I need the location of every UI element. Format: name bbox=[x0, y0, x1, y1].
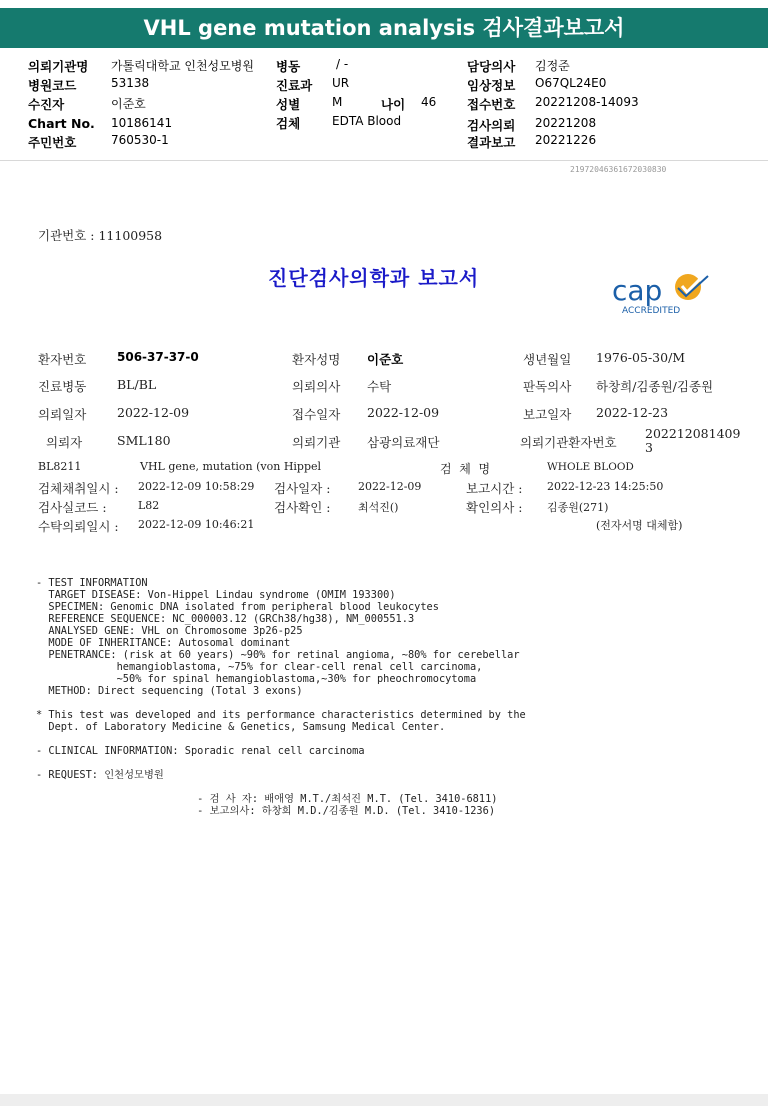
requester-label: 의뢰자 bbox=[46, 435, 83, 450]
ward-value-2: BL/BL bbox=[117, 377, 157, 392]
reader-value: 하창희/김종원/김종원 bbox=[596, 379, 714, 394]
test-specimen-value: WHOLE BLOOD bbox=[547, 461, 634, 473]
resident-no-label: 주민번호 bbox=[28, 135, 77, 150]
inst-patient-no-value-2: 3 bbox=[645, 440, 653, 455]
report-time-value: 2022-12-23 14:25:50 bbox=[547, 480, 664, 493]
cap-logo-text: cap bbox=[612, 274, 663, 307]
doctor-label: 담당의사 bbox=[467, 59, 516, 74]
clinical-info-value: O67QL24E0 bbox=[535, 76, 607, 90]
chart-no-value: 10186141 bbox=[111, 116, 173, 130]
exam-date-value: 2022-12-09 bbox=[358, 480, 422, 493]
requester-value: SML180 bbox=[117, 433, 171, 448]
reader-label: 판독의사 bbox=[523, 379, 572, 394]
report-date-label: 보고일자 bbox=[523, 407, 572, 422]
esign-note: (전자서명 대체함) bbox=[596, 519, 683, 532]
body-line: - 보고의사: 하창희 M.D./김종원 M.D. (Tel. 3410-1236) bbox=[36, 805, 496, 817]
header-divider bbox=[0, 160, 768, 161]
test-code: BL8211 bbox=[38, 460, 82, 473]
body-line: - CLINICAL INFORMATION: Sporadic renal cell carcinoma bbox=[36, 745, 365, 757]
exam-confirm-label: 검사확인 : bbox=[274, 500, 331, 515]
department-value: UR bbox=[332, 76, 350, 90]
hospital-code-label: 병원코드 bbox=[28, 78, 77, 93]
receipt-no-value: 20221208-14093 bbox=[535, 95, 639, 109]
examinee-value: 이준호 bbox=[111, 97, 146, 111]
body-line: ~50% for spinal hemangioblastoma,~30% for pheochromocytoma bbox=[36, 673, 477, 685]
body-line: TARGET DISEASE: Von-Hippel Lindau syndrome (OMIM 193300) bbox=[36, 589, 396, 601]
body-line: - TEST INFORMATION bbox=[36, 577, 148, 589]
confirm-label: 확인의사 : bbox=[466, 500, 523, 515]
patient-no-label: 환자번호 bbox=[38, 352, 87, 367]
institution-number: 기관번호 : 11100958 bbox=[38, 228, 163, 243]
doctor-value: 김정준 bbox=[535, 59, 570, 73]
body-line: REFERENCE SEQUENCE: NC_000003.12 (GRCh38/hg38), NM_000551.3 bbox=[36, 613, 415, 625]
body-line: * This test was developed and its performance characteristics determined by the bbox=[36, 709, 526, 721]
sex-value: M bbox=[332, 95, 343, 109]
body-line: PENETRANCE: (risk at 60 years) ~90% for retinal angioma, ~80% for cerebellar bbox=[36, 649, 520, 661]
result-date-value: 20221226 bbox=[535, 133, 597, 147]
consign-label: 수탁의뢰일시 : bbox=[38, 519, 119, 534]
body-line: SPECIMEN: Genomic DNA isolated from peripheral blood leukocytes bbox=[36, 601, 439, 613]
requester-doc-label: 의뢰의사 bbox=[292, 379, 341, 394]
confirm-value: 김종원(271) bbox=[547, 501, 609, 514]
requester-inst-value: 삼광의료재단 bbox=[367, 435, 440, 450]
test-name: VHL gene, mutation (von Hippel bbox=[140, 460, 322, 473]
report-title-bar: VHL gene mutation analysis 검사결과보고서 bbox=[0, 8, 768, 48]
cap-sub-text: ACCREDITED bbox=[622, 306, 681, 316]
body-line: - REQUEST: 인천성모병원 bbox=[36, 769, 164, 781]
chart-no-label: Chart No. bbox=[28, 116, 95, 131]
examinee-label: 수진자 bbox=[28, 97, 65, 112]
department-label: 진료과 bbox=[276, 78, 313, 93]
collect-label: 검체채취일시 : bbox=[38, 481, 119, 496]
institution-value: 가톨릭대학교 인천성모병원 bbox=[111, 59, 254, 73]
age-value: 46 bbox=[421, 95, 437, 109]
cap-logo-icon bbox=[612, 268, 712, 316]
test-specimen-label: 검 체 명 bbox=[440, 462, 491, 476]
clinical-info-label: 임상정보 bbox=[467, 78, 516, 93]
institution-label: 의뢰기관명 bbox=[28, 59, 89, 74]
patient-name-value: 이준호 bbox=[367, 352, 404, 367]
room-code-value: L82 bbox=[138, 499, 160, 512]
request-date-label-2: 의뢰일자 bbox=[38, 407, 87, 422]
ward-value: / - bbox=[336, 57, 349, 71]
body-line: Dept. of Laboratory Medicine & Genetics, Samsung Medical Center. bbox=[36, 721, 446, 733]
ward-label: 병동 bbox=[276, 59, 301, 74]
footer-bar bbox=[0, 1094, 768, 1106]
specimen-label: 검체 bbox=[276, 116, 301, 131]
resident-no-value: 760530-1 bbox=[111, 133, 169, 147]
room-code-label: 검사실코드 : bbox=[38, 500, 107, 515]
requester-inst-label: 의뢰기관 bbox=[292, 435, 341, 450]
patient-name-label: 환자성명 bbox=[292, 352, 341, 367]
request-date-label: 검사의뢰 bbox=[467, 118, 516, 133]
hospital-code-value: 53138 bbox=[111, 76, 150, 90]
body-line: hemangioblastoma, ~75% for clear-cell renal cell carcinoma, bbox=[36, 661, 483, 673]
patient-no-value: 506-37-37-0 bbox=[117, 350, 199, 364]
specimen-value: EDTA Blood bbox=[332, 114, 402, 128]
receipt-date-value: 2022-12-09 bbox=[367, 405, 440, 420]
inst-patient-no-label: 의뢰기관환자번호 bbox=[520, 435, 617, 450]
body-line: METHOD: Direct sequencing (Total 3 exons) bbox=[36, 685, 303, 697]
cap-accredited-logo bbox=[612, 268, 712, 316]
body-line: MODE OF INHERITANCE: Autosomal dominant bbox=[36, 637, 291, 649]
result-date-label: 결과보고 bbox=[467, 135, 516, 150]
exam-date-label: 검사일자 : bbox=[274, 481, 331, 496]
top-border bbox=[0, 0, 768, 6]
report-title: 진단검사의학과 보고서 bbox=[268, 266, 480, 290]
report-date-value: 2022-12-23 bbox=[596, 405, 669, 420]
birth-value: 1976-05-30/M bbox=[596, 350, 686, 365]
sex-label: 성별 bbox=[276, 97, 301, 112]
receipt-date-label: 접수일자 bbox=[292, 407, 341, 422]
inst-patient-no-value: 202212081409 bbox=[645, 426, 741, 441]
report-time-label: 보고시간 : bbox=[466, 481, 523, 496]
exam-confirm-value: 최석진() bbox=[358, 501, 399, 514]
request-date-value-2: 2022-12-09 bbox=[117, 405, 190, 420]
age-label: 나이 bbox=[381, 97, 406, 112]
body-line: - 검 사 자: 배애영 M.T./최석진 M.T. (Tel. 3410-6811) bbox=[36, 793, 498, 805]
collect-value: 2022-12-09 10:58:29 bbox=[138, 480, 255, 493]
requester-doc-value: 수탁 bbox=[367, 379, 392, 394]
body-line: ANALYSED GENE: VHL on Chromosome 3p26-p25 bbox=[36, 625, 303, 637]
receipt-no-label: 접수번호 bbox=[467, 97, 516, 112]
ward-label-2: 진료병동 bbox=[38, 379, 87, 394]
request-date-value: 20221208 bbox=[535, 116, 597, 130]
consign-value: 2022-12-09 10:46:21 bbox=[138, 518, 255, 531]
birth-label: 생년월일 bbox=[523, 352, 572, 367]
scan-id: 21972046361672030830 bbox=[570, 165, 667, 174]
